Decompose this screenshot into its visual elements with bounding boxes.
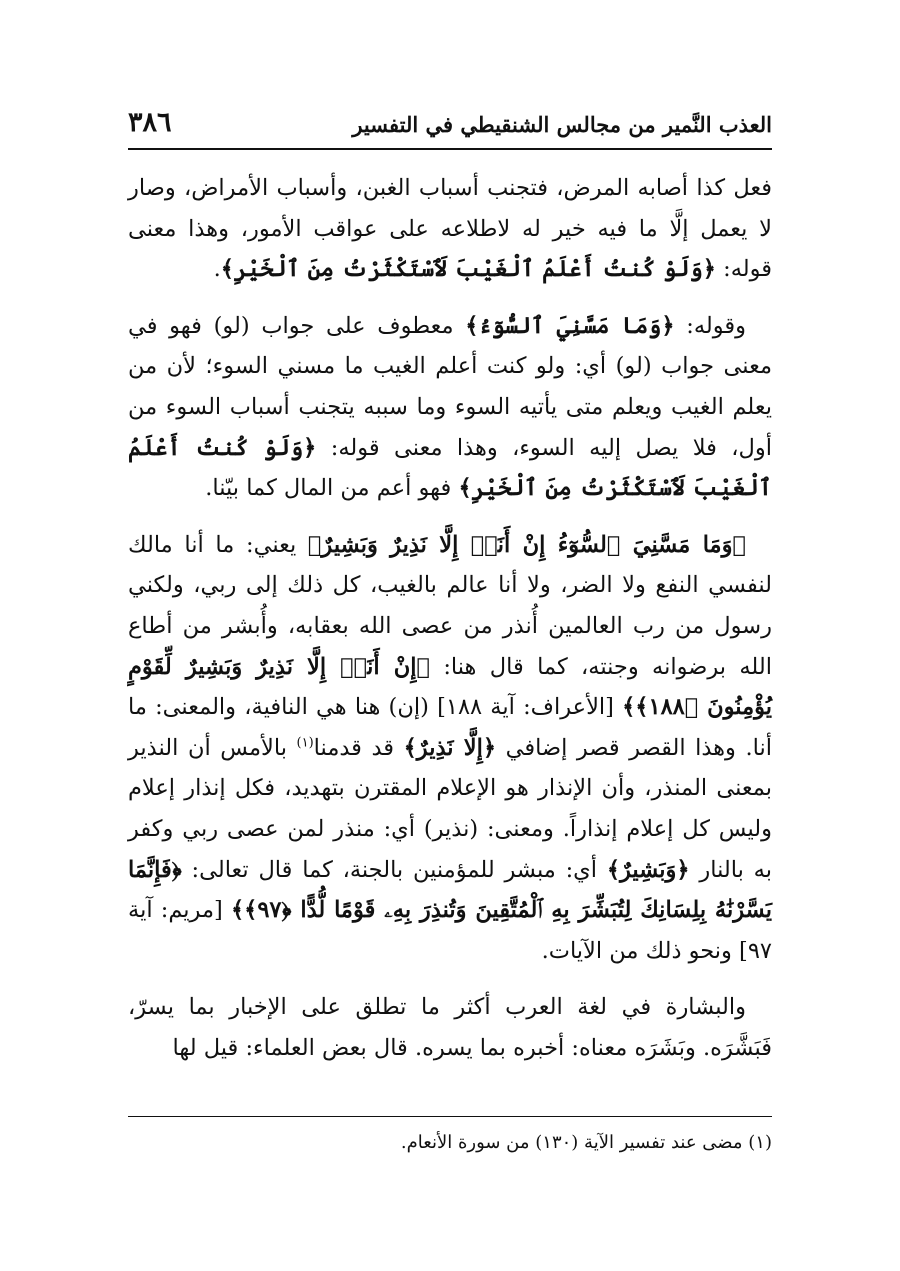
paragraph-2 (128, 306, 772, 509)
paragraph-text: [مريم: آية ٩٧] ونحو ذلك من الآيات. (128, 897, 772, 964)
paragraph-text: فعل كذا أصابه المرض، فتجنب أسباب الغبن، وأسباب الأمراض، وصار لا يعمل إلَّا ما فيه خير له لاطلاعه على عواقب الأمور، وهذا معنى قوله: (128, 175, 772, 283)
quran-quote: ﴿إِلَّا نَذِيرٌ﴾ (403, 734, 497, 761)
paragraph-1 (128, 168, 772, 290)
footnote-ref: (١) (296, 735, 314, 751)
quran-quote: ﴿إِنْ أَنَا۠ إِلَّا نَذِيرٌ وَبَشِيرٌ لِّقَوْمٍ يُؤْمِنُونَ ﴿١٨٨﴾﴾ (128, 653, 773, 721)
quran-quote: ﴿وَلَوْ كُنتُ أَعْلَمُ ٱلْغَيْبَ لَٱسْتَكْثَرْتُ مِنَ ٱلْخَيْرِ﴾ (128, 434, 772, 502)
quran-quote: ﴿وَبَشِيرٌ﴾ (606, 856, 690, 883)
paragraph-text: . (213, 256, 221, 283)
paragraph-text: معطوف على جواب (لو) فهو في معنى جواب (لو) أي: ولو كنت أعلم الغيب ما مسني السوء؛ لأن من يعلم الغيب ويعلم متى يأتيه السوء وما سببه يتجنب أسباب السوء من أول، فلا يصل إليه السوء، وهذا معنى قوله: (128, 312, 772, 461)
page-body (128, 168, 772, 1084)
paragraph-3 (128, 525, 772, 972)
page-header (128, 104, 772, 150)
paragraph-text: والبشارة في لغة العرب أكثر ما تطلق على الإخبار بما يسرّ، فَبَشَّرَه. وبَشَرَه معناه: أخبره بما يسره. قال بعض العلماء: قيل لها (128, 994, 772, 1061)
paragraph-text: [الأعراف: آية ١٨٨] (إن) هنا هي النافية، والمعنى: ما أنا. وهذا القصر قصر إضافي (128, 694, 772, 761)
footnote: (١) مضى عند تفسير الآية (١٣٠) من سورة الأنعام. (400, 1132, 772, 1153)
paragraph-text: فهو أعم من المال كما بيّنا. (205, 475, 459, 502)
footnote-divider (128, 1116, 772, 1117)
paragraph-text: قد قدمنا (313, 734, 404, 761)
paragraph-text: يعني: ما أنا مالك لنفسي النفع ولا الضر، ولا أنا عالم بالغيب، كل ذلك إلى ربي، ولكني رسول من رب العالمين أُنذر من عصى الله بعقابه، وأُبشر من أطاع الله برضوانه وجنته، كما قال هنا: (128, 531, 772, 680)
quran-quote: ﴿وَمَا مَسَّنِيَ ٱلسُّوٓءُ إِنْ أَنَا۠ إِلَّا نَذِيرٌ وَبَشِيرٌ﴾ (307, 531, 746, 558)
paragraph-text: بالأمس أن النذير بمعنى المنذر، وأن الإنذار هو الإعلام المقترن بتهديد، فكل إنذار إعلام وليس كل إعلام إنذاراً. ومعنى: (نذير) أي: منذر لمن عصى ربي وكفر به بالنار (128, 734, 772, 883)
book-title: العذب النَّمير من مجالس الشنقيطي في التفسير (352, 112, 772, 137)
paragraph-4 (128, 987, 772, 1068)
quran-quote: ﴿وَمَا مَسَّنِيَ ٱلسُّوٓءُ﴾ (465, 312, 675, 339)
page-number: ٣٨٦ (128, 107, 172, 138)
book-page (128, 104, 772, 1204)
paragraph-text: وقوله: (674, 312, 746, 339)
quran-quote: ﴿فَإِنَّمَا يَسَّرْنَٰهُ بِلِسَانِكَ لِتُبَشِّرَ بِهِ ٱلْمُتَّقِينَ وَتُنذِرَ بِهِۦ قَوْمًا لُّدًّا ﴿٩٧﴾﴾ (128, 856, 772, 924)
quran-quote: ﴿وَلَوْ كُنتُ أَعْلَمُ ٱلْغَيْبَ لَٱسْتَكْثَرْتُ مِنَ ٱلْخَيْرِ﴾ (220, 256, 716, 283)
paragraph-text: أي: مبشر للمؤمنين بالجنة، كما قال تعالى: (181, 856, 607, 883)
